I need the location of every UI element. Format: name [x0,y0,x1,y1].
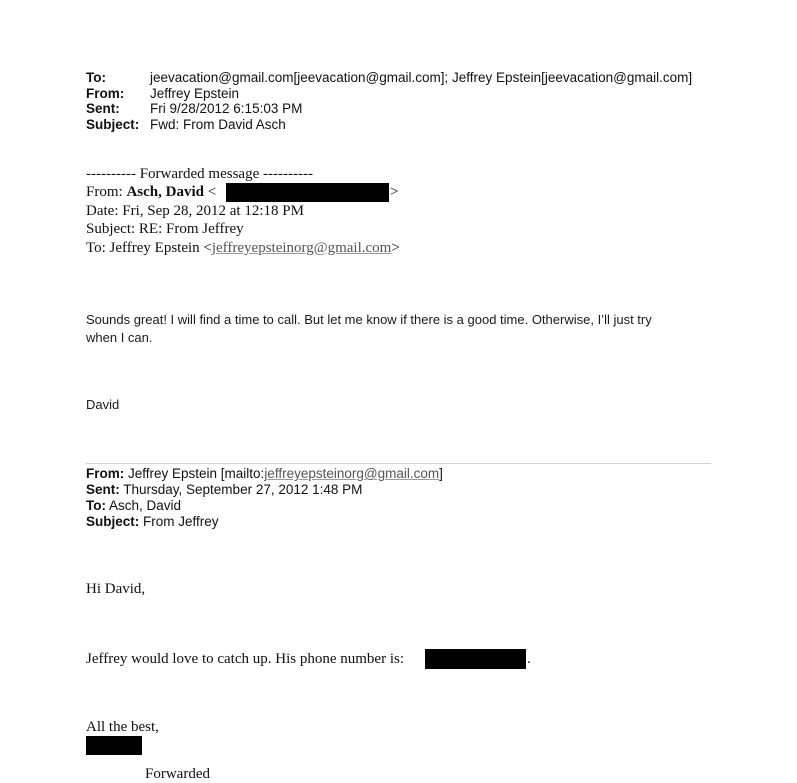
original-to-value: Asch, David [106,498,182,513]
forwarded-to-prefix: To: Jeffrey Epstein < [86,240,212,256]
forwarded-banner: ---------- Forwarded message ---------- [86,166,313,182]
phone-line-end: . [527,651,531,667]
original-to-label: To: [86,498,106,513]
sent-label: Sent: [86,101,120,116]
phone-line: Jeffrey would love to catch up. His phone number is: [86,651,404,667]
from-value: Jeffrey Epstein [150,86,240,101]
forwarded-from-prefix: From: [86,184,127,200]
reply-line-2: when I can. [86,330,153,345]
forwarded-to-suffix: > [391,240,400,256]
original-to-line [86,498,181,513]
subject-value: Fwd: From David Asch [150,117,286,132]
forwarded-from-open: < [203,184,217,200]
redaction-box [425,649,526,669]
forwarded-from-line [86,184,216,201]
forwarded-to-email-link[interactable]: jeffreyepsteinorg@gmail.com [211,240,392,256]
forwarded-to-line [86,240,400,257]
footer-partial-text: Forwarded [145,766,210,782]
subject-label: Subject: [86,117,140,132]
original-from-label: From: [86,466,125,481]
forwarded-date: Date: Fri, Sep 28, 2012 at 12:18 PM [86,203,304,219]
redaction-box [86,736,142,755]
from-label: From: [86,86,125,101]
original-from-email-link[interactable]: jeffreyepsteinorg@gmail.com [264,466,440,481]
forwarded-from-close: > [390,184,399,200]
redaction-box [226,183,389,202]
header-divider [86,463,711,464]
original-subject-value: From Jeffrey [139,514,219,529]
greeting: Hi David, [86,581,146,597]
original-sent-value: Thursday, September 27, 2012 1:48 PM [119,482,363,497]
closing: All the best, [86,719,159,735]
forwarded-from-name: Asch, David [126,184,204,200]
original-sent-label: Sent: [86,482,120,497]
original-sent-line [86,482,362,497]
original-from-line [86,466,443,481]
sent-value: Fri 9/28/2012 6:15:03 PM [150,101,303,116]
original-subject-line [86,514,219,529]
reply-signature: David [86,397,120,412]
to-value: jeevacation@gmail.com[jeevacation@gmail.com]; Jeffrey Epstein[jeevacation@gmail.com] [150,70,693,85]
original-from-value: Jeffrey Epstein [mailto: [124,466,265,481]
original-subject-label: Subject: [86,514,140,529]
to-label: To: [86,70,106,85]
forwarded-subject: Subject: RE: From Jeffrey [86,221,244,237]
reply-line-1: Sounds great! I will find a time to call. But let me know if there is a good time. Otherwise, I’ll just try [86,312,652,327]
original-from-close: ] [439,466,443,481]
